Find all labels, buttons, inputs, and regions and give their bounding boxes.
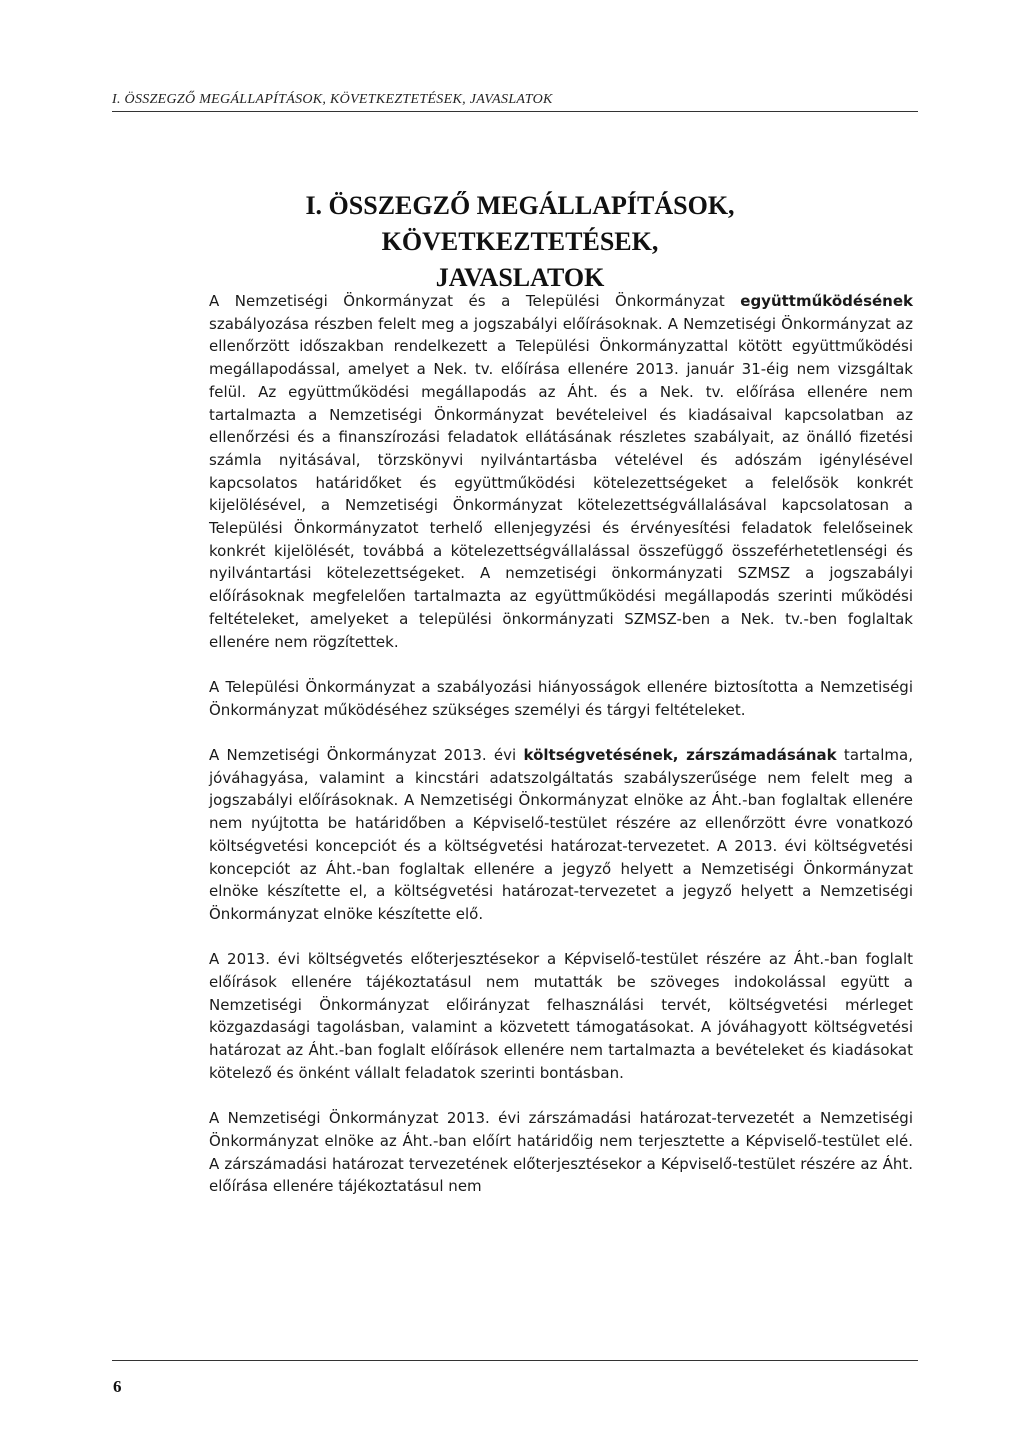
paragraph-5	[209, 1107, 913, 1198]
paragraph-2	[209, 676, 913, 721]
running-header	[112, 92, 918, 112]
footer-rule	[112, 1360, 918, 1361]
paragraph-2-text: A Települési Önkormányzat a szabályozási hiányosságok ellenére biztosította a Nemzetiségi Önkormányzat működéséhez szükséges személyi és tárgyi feltételeket.	[209, 677, 913, 719]
body-text	[209, 290, 913, 1221]
chapter-title-line-1: I. ÖSSZEGZŐ MEGÁLLAPÍTÁSOK, KÖVETKEZTETÉSEK,	[305, 191, 735, 256]
paragraph-4-text: A 2013. évi költségvetés előterjesztésekor a Képviselő-testület részére az Áht.-ban foglalt előírások ellenére tájékoztatásul nem mutatták be szöveges indokolással együtt a Nemzetiségi Önkormányzat előirányzat felhasználási tervét, költségvetési mérleget közgazdasági tagolásban, valamint a közvetett támogatásokat. A jóváhagyott költségvetési határozat az Áht.-ban foglalt előírások ellenére nem tartalmazta a bevételeket és kiadásokat kötelező és önként vállalt feladatok szerinti bontásban.	[209, 950, 913, 1082]
paragraph-3	[209, 744, 913, 926]
chapter-title	[200, 188, 840, 296]
running-header-title: I. ÖSSZEGZŐ MEGÁLLAPÍTÁSOK, KÖVETKEZTETÉSEK, JAVASLATOK	[112, 92, 553, 107]
paragraph-1-bold: együttműködésének	[740, 292, 913, 310]
paragraph-1-text-a: A Nemzetiségi Önkormányzat és a Települési Önkormányzat	[209, 292, 741, 310]
paragraph-1	[209, 290, 913, 653]
paragraph-5-text: A Nemzetiségi Önkormányzat 2013. évi zárszámadási határozat-tervezetét a Nemzetiségi Önkormányzat elnöke az Áht.-ban előírt határidőig nem terjesztette a Képviselő-testület elé. A zárszámadási határozat tervezetének előterjesztésekor a Képviselő-testület részére az Áht. előírása ellenére tájékoztatásul nem	[209, 1109, 913, 1196]
paragraph-3-bold: költségvetésének, zárszámadásának	[523, 746, 837, 765]
paragraph-1-text-b: szabályozása részben felelt meg a jogszabályi előírásoknak. A Nemzetiségi Önkormányzat az ellenőrzött időszakban rendelkezett a Települési Önkormányzattal kötött együttműködési megállapodással, amelyet a Nek. tv. előírása ellenére 2013. január 31-éig nem vizsgáltak felül. Az együttműködési megállapodás az Áht. és a Nek. tv. előírása ellenére nem tartalmazta a Nemzetiségi Önkormányzat bevételeivel és kiadásaival kapcsolatban az ellenőrzési és a finanszírozási feladatok ellátásának részletes szabályait, az önálló fizetési számla nyitásával, törzskönyvi nyilvántartásba vételével és adószám igénylésével kapcsolatos határidőket és együttműködési kötelezettségeket a felelősök konkrét kijelölésével, a Nemzetiségi Önkormányzat kötelezettségvállalásával kapcsolatosan a Települési Önkormányzatot terhelő ellenjegyzési és érvényesítési feladatok felelőseinek konkrét kijelölését, továbbá a kötelezettségvállalással összefüggő összeférhetetlenségi és nyilvántartási kötelezettségeket. A nemzetiségi önkormányzati SZMSZ a jogszabályi előírásoknak megfelelően tartalmazta az együttműködési megállapodás szerinti működési feltételeket, amelyeket a települési önkormányzati SZMSZ-ben a Nek. tv.-ben foglaltak ellenére nem rögzítettek.	[209, 314, 913, 651]
paragraph-3-text-a: A Nemzetiségi Önkormányzat 2013. évi	[209, 746, 524, 765]
paragraph-3-text-b: tartalma, jóváhagyása, valamint a kincstári adatszolgáltatás szabályszerűsége nem felelt meg a jogszabályi előírásoknak. A Nemzetiségi Önkormányzat elnöke az Áht.-ban foglaltak ellenére nem nyújtotta be határidőben a Képviselő-testület részére az ellenőrzött évre vonatkozó költségvetési koncepciót és a költségvetési határozat-tervezetet. A 2013. évi költségvetési koncepciót az Áht.-ban foglaltak ellenére a jegyző helyett a Nemzetiségi Önkormányzat elnöke készítette el, a költségvetési határozat-tervezetet a jegyző helyett a Nemzetiségi Önkormányzat elnöke készítette elő.	[209, 746, 913, 923]
page-number: 6	[113, 1377, 122, 1396]
paragraph-4	[209, 948, 913, 1084]
chapter-title-line-2: JAVASLATOK	[435, 263, 605, 292]
